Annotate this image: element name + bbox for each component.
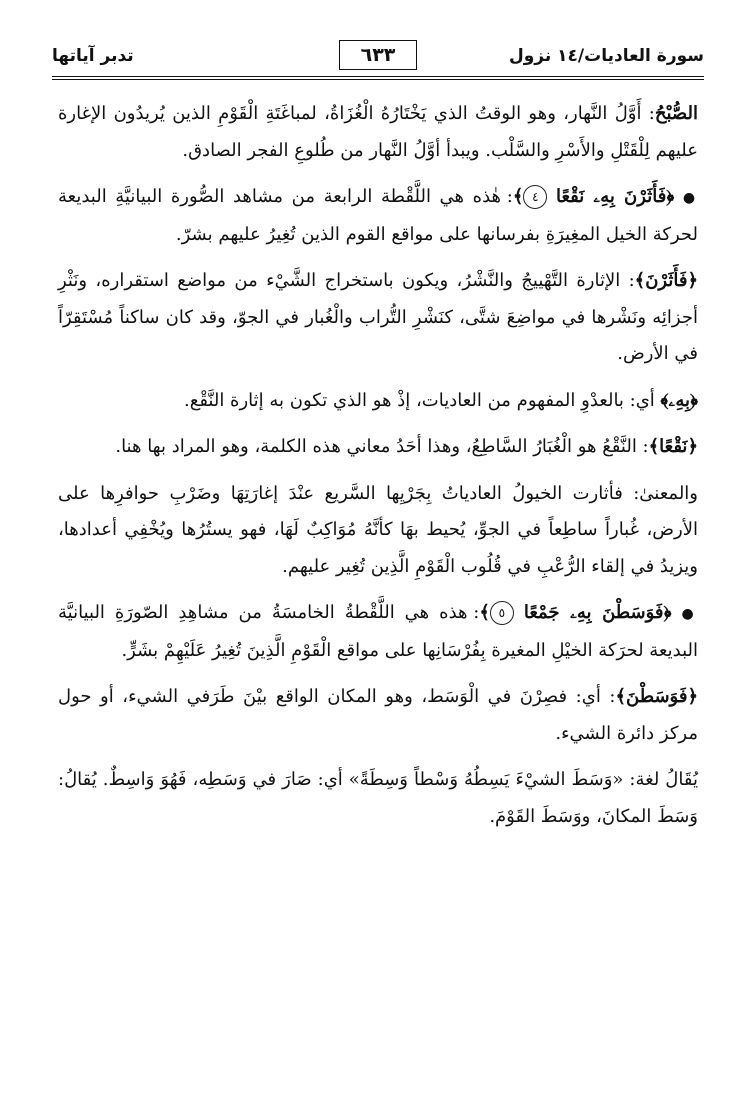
page-number: ٦٣٣ [339,40,417,70]
paragraph-text: : أَوَّلُ النَّهار، وهو الوقتُ الذي يَخْتَارُهُ الْغُزَاةُ، لمباغَتَةِ الْقَوْمِ الذين يُريدُون الإغارة عليهم لِلْقَتْلِ والأَسْرِ والسَّلْب. ويبدأ أوَّلُ النَّهار من طُلوعِ الفجر الصادق. [58,103,698,161]
paragraph-text: أي: بالعدْوِ المفهوم من العاديات، إذْ هو الذي تكون به إثارة النَّقْع. [184,389,661,411]
paragraph-text: يُقَالُ لغة: «وَسَطَ الشيْءَ يَسِطُهُ وَسْطاً وَسِطَةً» أي: صَارَ في وَسَطِه، فَهُوَ وَاسِطٌ. يُقالُ: وَسَطَ المكانَ، ووَسَطَ القَوْمَ. [58,769,698,827]
book-title: تدبر آياتها [52,46,134,66]
page-header [52,40,704,72]
quran-verse: ﴿فَوَسَطْنَ﴾ [615,686,698,707]
bullet: ● [681,606,698,622]
verse-close-bracket: ﴾ [512,186,524,207]
paragraph-text: : هٰذه هي اللَّقْطة الرابعة من مشاهد الصُّورة البيانيَّةِ البديعة لحركة الخيل المغِيرَةِ بفرسانها على مواقع القوم الذين تُغِيرُ عليهم بشرّ. [58,186,698,245]
paragraph [58,96,698,169]
paragraph [58,429,698,466]
quran-verse: ﴿فَأَثَرْنَ بِهِۦ نَقْعًا [555,186,675,207]
paragraph-text: : هذه هي اللَّقْطةُ الخامسَةُ من مشاهِدِ الصّورَةِ البيانيَّة البديعة لحرَكة الخيْلِ المغيرة بِفُرْسَانِها على مواقع الْقَوْمِ الَّذِينَ تُغِيرُ عَلَيْهِمْ بشَرٍّ. [58,602,698,661]
paragraph [58,179,698,253]
paragraph [58,263,698,373]
quran-verse: ﴿فَوَسَطْنَ بِهِۦ جَمْعًا [523,602,672,623]
quran-verse: ﴿بِهِۦ﴾ [660,389,698,411]
paragraph-text: : النَّقْعُ هو الْغُبَارُ السَّاطِعُ، وهذا أحَدُ معاني هذه الكلمة، وهو المراد بها هنا. [115,436,649,457]
quran-verse: ﴿فَأَثَرْنَ﴾ [634,270,698,291]
verse-number-marker: ٥ [490,601,514,625]
paragraph-text: والمعنىٰ: فأثارت الخيولُ العادياتُ بِجَرْيِها السَّريع عنْدَ إغارَتِهَا وضَرْبِ حوافرِها على الأرض، غُباراً ساطِعاً في الجوِّ، يُحيط بهَا كأنَّهُ مُوَاكِبٌ لَهَا، فهو يستُرُها ويُخْفِي أعدادها، ويزيدُ في إلقاء الرُّعْبِ في قُلُوب الْقَوْمِ الَّذِين تُغِير عليهم. [58,482,698,577]
verse-number-marker: ٤ [523,185,547,209]
paragraph-text: : أي: فصِرْنَ في الْوَسَط، وهو المكان الواقع بيْنَ طَرَفي الشيء، أو حول مركز دائرة الشيء. [58,686,698,744]
paragraph [58,679,698,752]
quran-verse: ﴿نَقْعًا﴾ [648,436,698,457]
bullet: ● [682,190,698,206]
paragraph-text: : الإثارة التَّهْييجُ والنَّشْرُ، ويكون باستخراج الشَّيْء من مواضع استقراره، ونَثْرِ أجزائِه ونَشْرها في مواضِعَ شتَّى، كنَشْرِ التُّراب والْغُبار في الجوّ، وقد كان ساكناً مُسْتَقِرّاً في الأرض. [58,270,698,364]
paragraph [58,762,698,835]
paragraph [58,383,698,420]
verse-close-bracket: ﴾ [479,602,490,623]
paragraph [58,476,698,586]
header-rule [52,76,704,80]
term: الصُّبْحُ [654,103,698,124]
paragraph [58,595,698,669]
surah-title: سورة العاديات/١٤ نزول [508,46,704,66]
page-body [58,96,698,845]
